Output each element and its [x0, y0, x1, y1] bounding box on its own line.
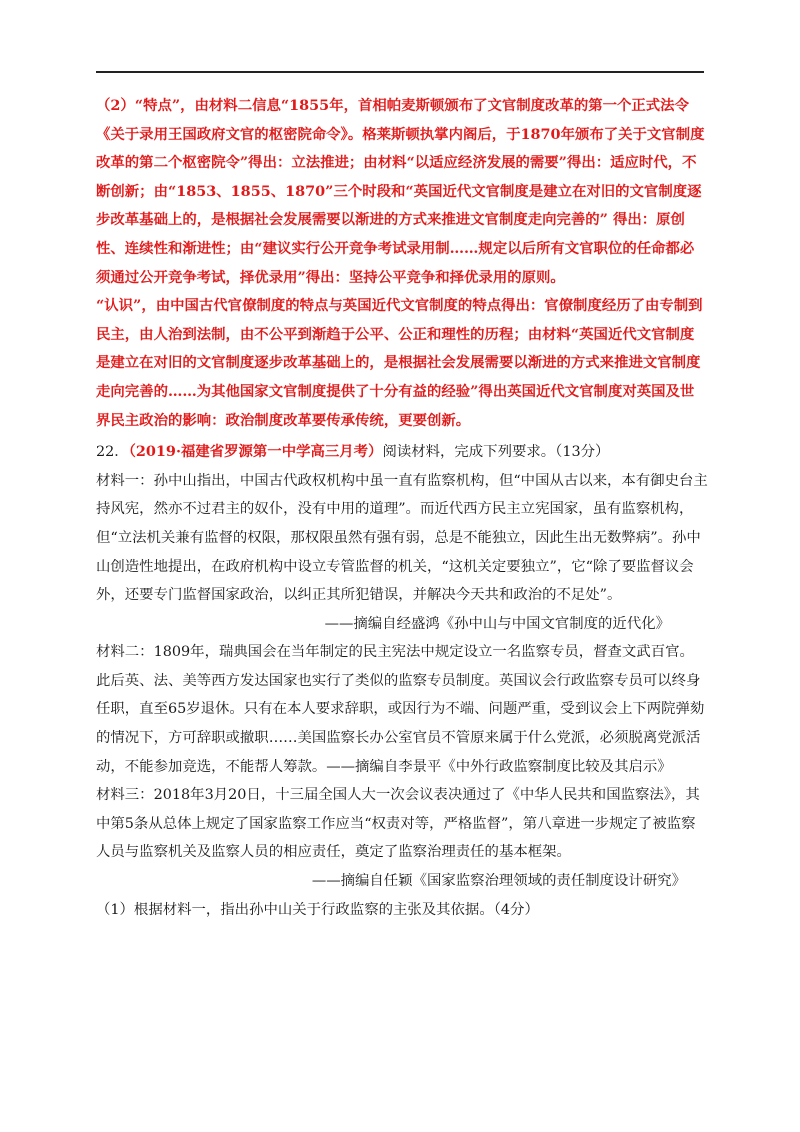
material-2: 材料二：1809年，瑞典国会在当年制定的民主宪法中规定设立一名监察专员，督查文武百官。此后英、法、美等西方发达国家也实行了类似的监察专员制度。英国议会行政监察专员可以终身任职，直至65岁退休。只有在本人要求辞职，或因行为不端、问题严重，受到议会上下两院弹劾的情况下，方可辞职或撤职……美国监察长办公室官员不管原来属于什么党派，必须脱离党派活动，不能参加竞选，不能帮人筹款。——摘编自李景平《中外行政监察制度比较及其启示》	[96, 644, 705, 775]
material-3-citation: ——摘编自任颖《国家监察治理领域的责任制度设计研究》	[311, 873, 686, 890]
answer-block	[96, 92, 708, 435]
answer-features-paragraph: （2）“特点”，由材料二信息“1855年，首相帕麦斯顿颁布了文官制度改革的第一个正式法令《关于录用王国政府文官的枢密院命令》。格莱斯顿执掌内阁后，于1870年颁布了关于文官制度改革的第二个枢密院令”得出：立法推进；由材料“以适应经济发展的需要”得出：适应时代，不断创新；由“1853、1855、1870”三个时段和“英国近代文官制度是建立在对旧的文官制度逐步改革基础上的，是根据社会发展需要以渐进的方式来推进文官制度走向完善的” 得出：原创性、连续性和渐进性；由“建议实行公开竞争考试录用制……规定以后所有文官职位的任命都必须通过公开竞争考试，择优录用”得出：坚持公平竞争和择优录用的原则。	[96, 97, 705, 286]
answer-understanding-paragraph: “认识”，由中国古代官僚制度的特点与英国近代文官制度的特点得出：官僚制度经历了由专制到民主，由人治到法制，由不公平到渐趋于公平、公正和理性的历程；由材料“英国近代文官制度是建立在对旧的文官制度逐步改革基础上的，是根据社会发展需要以渐进的方式来推进文官制度走向完善的……为其他国家文官制度提供了十分有益的经验”得出英国近代文官制度对英国及世界民主政治的影响：政治制度改革要传承传统，更要创新。	[96, 297, 703, 429]
material-1: 材料一：孙中山指出，中国古代政权机构中虽一直有监察机构，但“中国从古以来，本有御史台主持风宪，然亦不过君主的奴仆，没有中用的道理”。而近代西方民主立宪国家，虽有监察机构，但“立法机关兼有监督的权限，那权限虽然有强有弱，总是不能独立，因此生出无数弊病”。孙中山创造性地提出，在政府机构中设立专管监督的机关，“这机关定要独立”，它“除了要监督议会外，还要专门监督国家政治，以纠正其所犯错误，并解决今天共和政治的不足处”。	[96, 472, 708, 604]
question-instruction: 阅读材料，完成下列要求。（13分）	[382, 444, 610, 461]
question-number: 22．	[96, 444, 129, 461]
sub-question-1: （1）根据材料一，指出孙中山关于行政监察的主张及其依据。（4分）	[96, 901, 539, 918]
document-body	[96, 92, 708, 924]
material-1-citation: ——摘编自经盛鸿《孙中山与中国文官制度的近代化》	[324, 615, 670, 632]
material-3: 材料三：2018年3月20日，十三届全国人大一次会议表决通过了《中华人民共和国监察法》，其中第5条从总体上规定了国家监察工作应当“权责对等，严格监督”，第八章进一步规定了被监察人员与监察机关及监察人员的相应责任，奠定了监察治理责任的基本框架。	[96, 787, 700, 861]
question-source: （2019·福建省罗源第一中学高三月考）	[128, 443, 383, 461]
header-rule	[96, 71, 704, 73]
question-22-header	[96, 438, 708, 467]
